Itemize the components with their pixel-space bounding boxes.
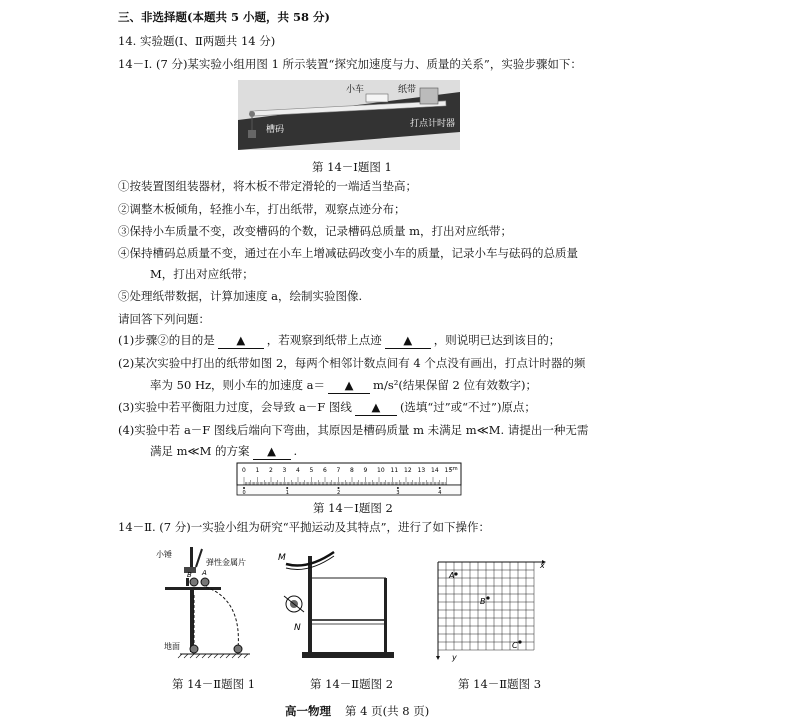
fig1-label-weights: 槽码 xyxy=(266,125,285,135)
q14-2-intro: 14－Ⅱ. (7 分)一实验小组为研究“平抛运动及其特点”，进行了如下操作： xyxy=(118,520,490,534)
ruler-number: 13 xyxy=(417,467,426,474)
ruler-number: 12 xyxy=(404,467,412,474)
step-4: ④保持槽码总质量不变，通过在小车上增减砝码改变小车的质量，记录小车与砝码的总质量 xyxy=(118,246,578,260)
tape-point xyxy=(286,487,288,489)
footer-page: 第 4 页(共 8 页) xyxy=(345,704,430,718)
figII1-label-ground: 地面 xyxy=(164,642,180,651)
ruler-number: 8 xyxy=(350,467,354,474)
ruler-number: 15 xyxy=(444,467,453,474)
question-3: (3)实验中若平衡阻力过度，会导致 a－F 图线 ▲ (选填“过”或“不过”)原点； xyxy=(118,400,536,414)
q14-heading: 14. 实验题(Ⅰ、Ⅱ两题共 14 分) xyxy=(118,34,276,48)
figII3-label-B: B xyxy=(480,597,486,606)
tape-point-label: 4 xyxy=(438,490,442,496)
answer-blank-5: ▲ xyxy=(253,443,291,460)
tape-point-label: 0 xyxy=(242,490,246,496)
figII1-label-plate: 弹性金属片 xyxy=(206,558,246,567)
question-4b: 满足 m≪M 的方案 ▲ . xyxy=(150,444,298,458)
ruler-number: 7 xyxy=(336,467,341,474)
step-4-cont: M，打出对应纸带； xyxy=(150,267,254,281)
answer-blank-1: ▲ xyxy=(218,332,264,349)
tape-point-label: 3 xyxy=(396,490,400,496)
tape-point-label: 2 xyxy=(337,490,341,496)
ruler-number: 5 xyxy=(309,467,314,474)
fig1-photo xyxy=(238,80,460,150)
ruler-number: 4 xyxy=(296,467,300,474)
ruler-number: 2 xyxy=(269,467,273,474)
fig2-caption: 第 14－Ⅰ题图 2 xyxy=(313,501,393,515)
ruler-number: 9 xyxy=(363,467,368,474)
answer-prompt: 请回答下列问题： xyxy=(118,312,210,326)
step-3: ③保持小车质量不变，改变槽码的个数，记录槽码总质量 m，打出对应纸带； xyxy=(118,224,513,238)
ruler-unit: cm xyxy=(450,466,458,472)
figII3-label-x: x xyxy=(540,561,545,570)
figII2-caption: 第 14－Ⅱ题图 2 xyxy=(310,677,394,691)
ruler-number: 1 xyxy=(255,467,260,474)
footer-subject: 高一物理 xyxy=(285,704,331,718)
step-1: ①按装置图组装器材，将木板不带定滑轮的一端适当垫高； xyxy=(118,179,417,193)
question-4a: (4)实验中若 a－F 图线后端向下弯曲，其原因是槽码质量 m 未满足 m≪M. 请提出一种无需 xyxy=(118,423,589,437)
tape-point xyxy=(243,487,245,489)
figII3-label-y: y xyxy=(452,653,457,662)
figII2-diagram xyxy=(278,548,403,663)
ruler-number: 6 xyxy=(323,467,327,474)
fig2-ruler xyxy=(236,462,462,496)
ruler-number: 3 xyxy=(282,467,287,474)
ruler-number: 0 xyxy=(242,467,246,474)
question-2b: 率为 50 Hz，则小车的加速度 a＝ ▲ m/s²(结果保留 2 位有效数字)； xyxy=(150,378,537,392)
step-2: ②调整木板倾角，轻推小车，打出纸带，观察点迹分布； xyxy=(118,202,406,216)
question-1: (1)步骤②的目的是 ▲ ，若观察到纸带上点迹 ▲ ，则说明已达到该目的； xyxy=(118,333,561,347)
ruler-number: 10 xyxy=(377,467,385,474)
figII3-grid xyxy=(432,552,550,664)
fig1-label-timer: 打点计时器 xyxy=(410,119,456,129)
figII1-label-hammer: 小锤 xyxy=(156,550,172,559)
figII1-label-B: B xyxy=(187,571,192,579)
figII2-label-M: M xyxy=(278,553,286,563)
fig1-label-car: 小车 xyxy=(346,85,365,95)
fig1-label-tape: 纸带 xyxy=(398,85,417,95)
figII2-label-N: N xyxy=(294,623,301,633)
answer-blank-2: ▲ xyxy=(385,332,431,349)
figII3-label-A: A xyxy=(449,571,455,580)
figII3-caption: 第 14－Ⅱ题图 3 xyxy=(458,677,542,691)
ruler-number: 11 xyxy=(390,467,399,474)
figII1-diagram xyxy=(150,545,255,660)
fig1-caption: 第 14－Ⅰ题图 1 xyxy=(312,160,392,174)
tape-point xyxy=(439,487,441,489)
figII1-label-A: A xyxy=(202,569,207,577)
tape-point-label: 1 xyxy=(285,490,289,496)
answer-blank-3: ▲ xyxy=(328,377,370,394)
q14-1-intro: 14－Ⅰ. (7 分)某实验小组用图 1 所示装置“探究加速度与力、质量的关系”，实验步骤如下： xyxy=(118,57,582,71)
ruler-number: 14 xyxy=(431,467,439,474)
tape-point xyxy=(338,487,340,489)
step-5: ⑤处理纸带数据，计算加速度 a，绘制实验图像. xyxy=(118,289,363,303)
tape-point xyxy=(397,487,399,489)
figII1-caption: 第 14－Ⅱ题图 1 xyxy=(172,677,256,691)
figII3-label-C: C xyxy=(512,641,518,650)
question-2a: (2)某次实验中打出的纸带如图 2，每两个相邻计数点间有 4 个点没有画出，打点计时器的频 xyxy=(118,356,586,370)
section-heading: 三、非选择题(本题共 5 小题，共 58 分) xyxy=(118,10,330,24)
answer-blank-4: ▲ xyxy=(355,399,397,416)
